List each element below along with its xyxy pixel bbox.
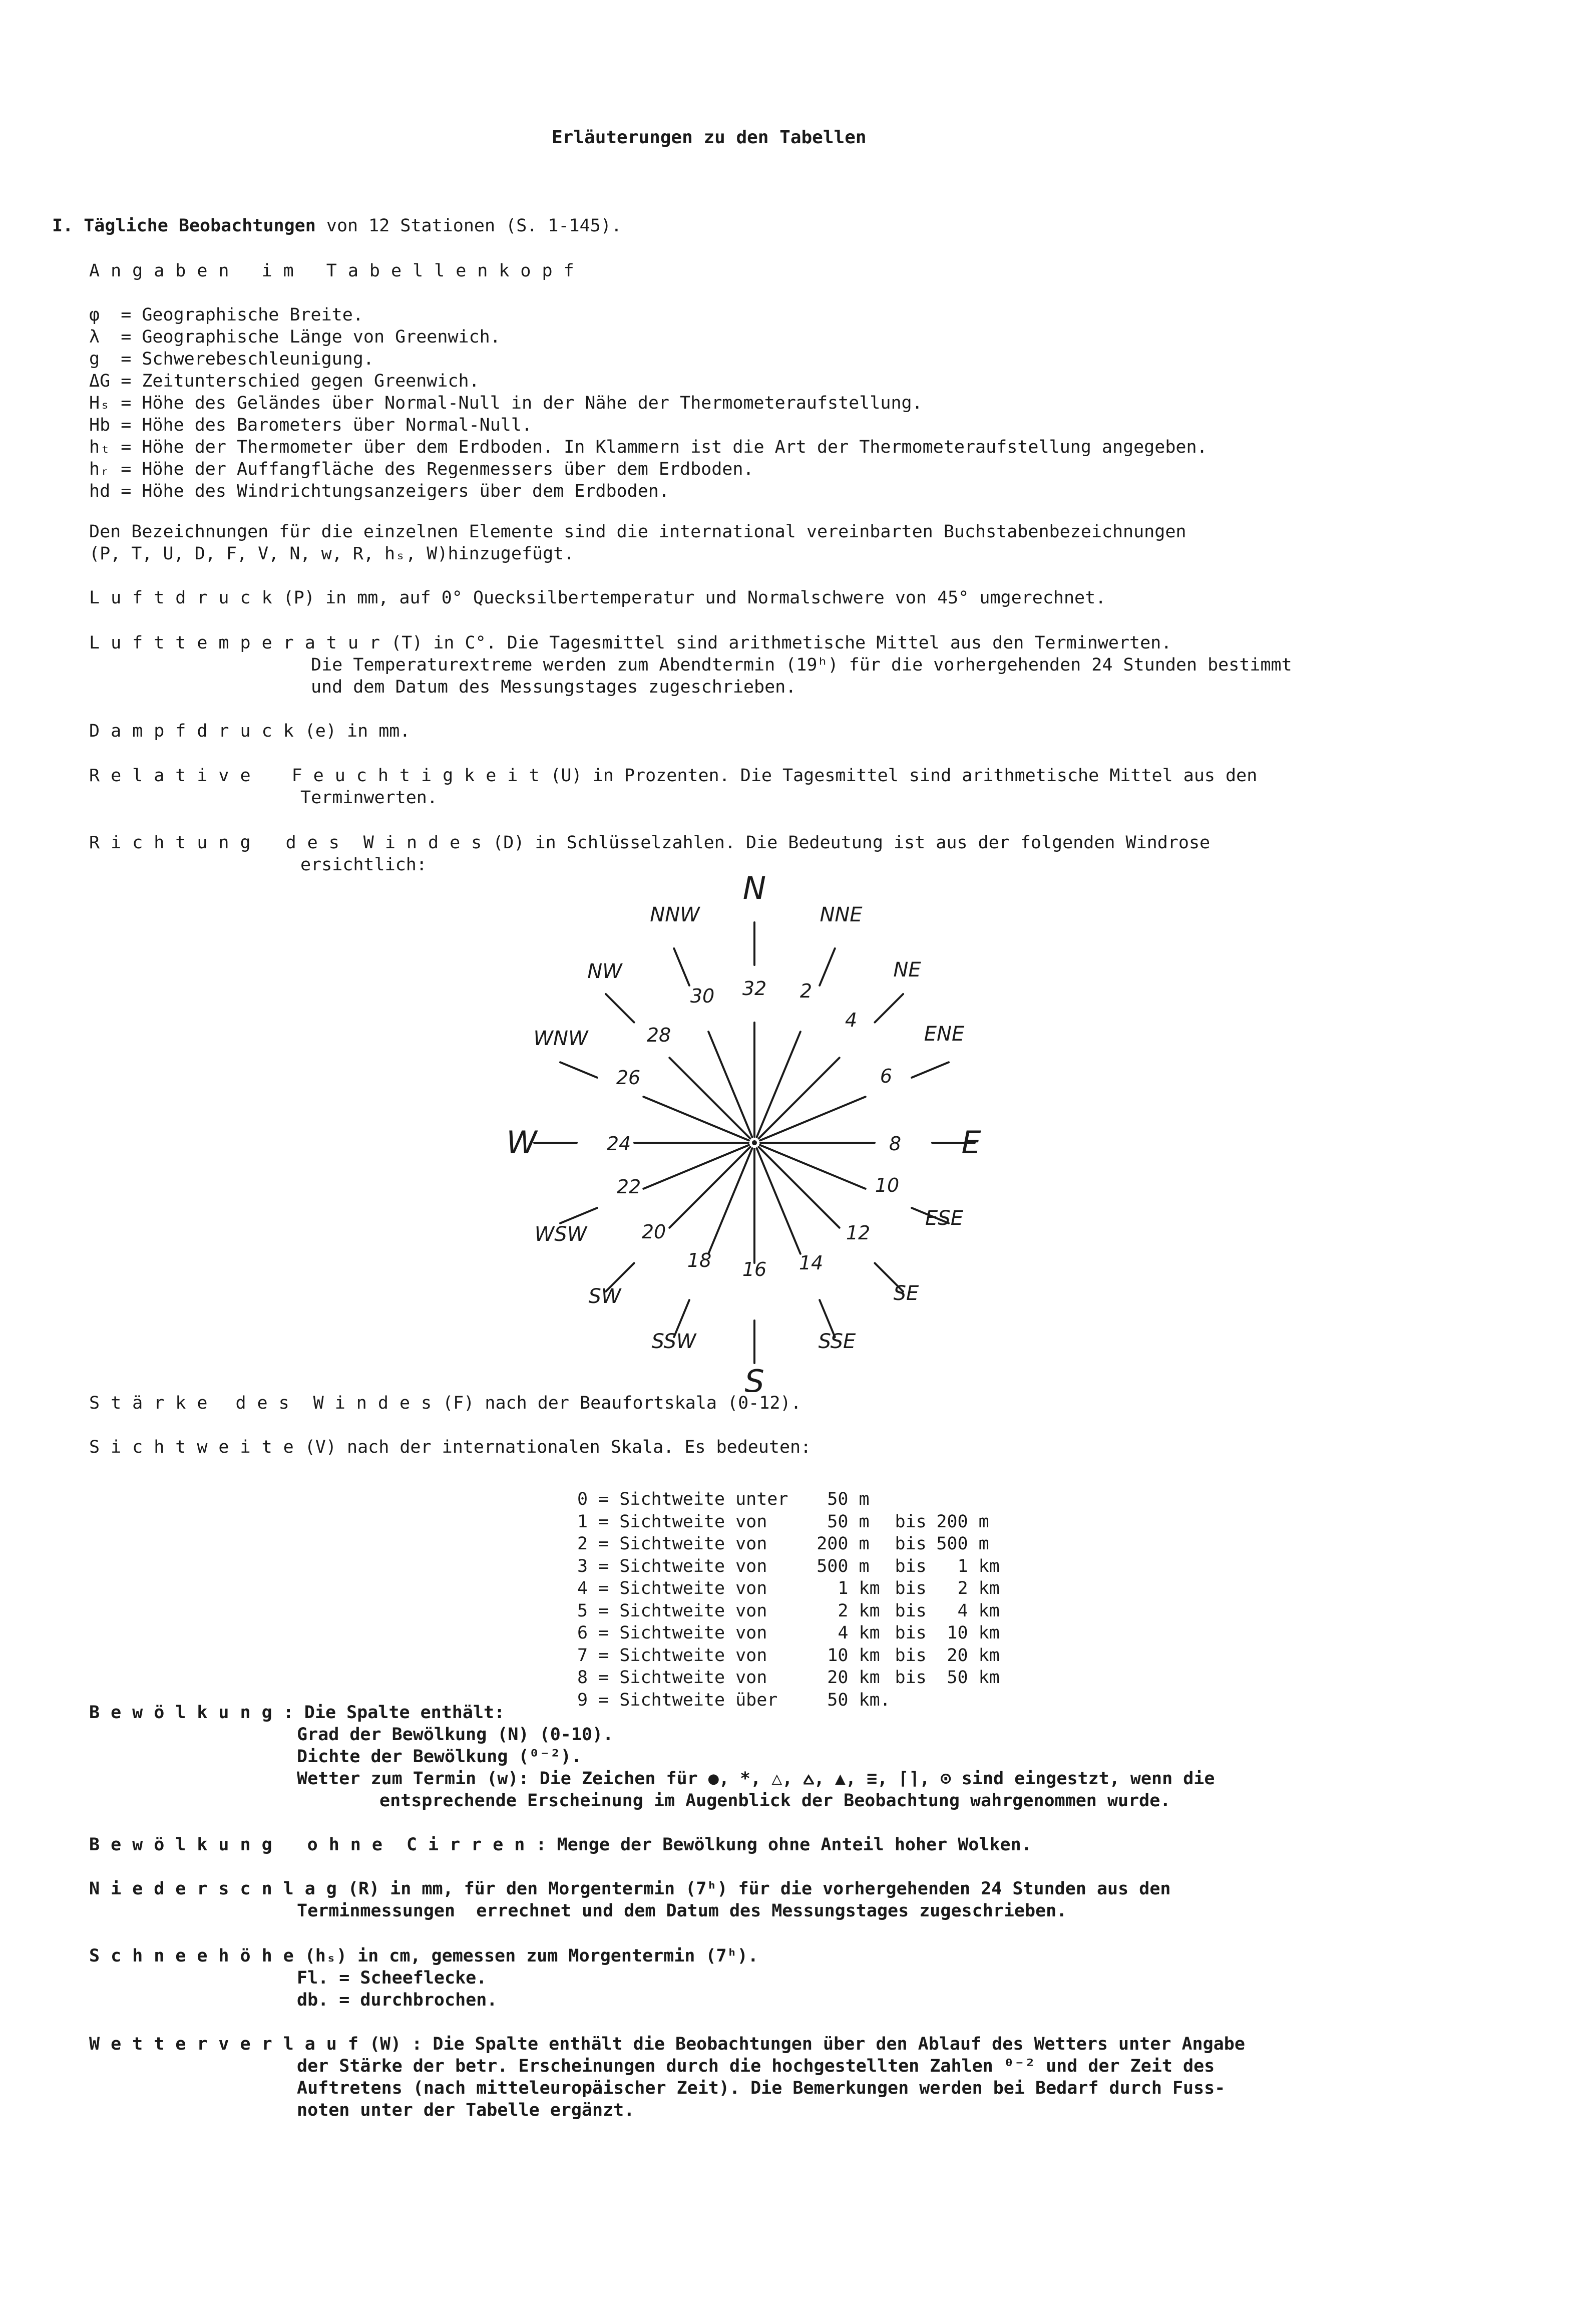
entry-text: (V) nach der internationalen Skala. Es bedeuten: (304, 1437, 812, 1457)
entry-text: (hₛ) in cm, gemessen zum Morgentermin (7ʰ). (304, 1946, 758, 1966)
entry-text: Dichte der Bewölkung (⁰⁻²). (297, 1747, 582, 1767)
rose-code-18: 18 (687, 1249, 712, 1271)
rose-label-WSW: WSW (534, 1223, 587, 1246)
definition-item: Hb = Höhe des Barometers über Normal-Null. (89, 415, 533, 435)
rose-ray (758, 1058, 839, 1138)
rose-ray (708, 1148, 752, 1254)
entry-text: Wetter zum Termin (w): Die Zeichen für ●, *, △, ⩟, ▲, ≡, ⌈⌉, ⊙ sind eingestzt, wenn die (297, 1769, 1215, 1789)
entry-text: entsprechende Erscheinung im Augenblick der Beobachtung wahrgenommen wurde. (379, 1791, 1171, 1811)
vis-from: 10 (827, 1645, 849, 1666)
vis-bis: bis (895, 1534, 927, 1554)
vis-code: 9 (577, 1690, 588, 1710)
entry-label: des (235, 1393, 300, 1413)
entry-text: Terminwerten. (300, 788, 438, 808)
table-row (577, 1488, 1000, 1511)
entry-label: Feuchtigkeit (291, 766, 551, 786)
entry-label: Bewölkung (89, 1703, 283, 1723)
entry-label: ohne (307, 1835, 393, 1855)
table-row (577, 1645, 1000, 1667)
rose-label-ENE: ENE (924, 1023, 965, 1046)
entry-label: Bewölkung (89, 1835, 283, 1855)
vis-to: 1 (957, 1556, 968, 1576)
vis-text: = Sichtweite von (598, 1645, 767, 1666)
vis-from: 1 (838, 1578, 849, 1598)
rose-ray (758, 1147, 839, 1227)
section-heading (52, 215, 622, 237)
entry-text: (D) in Schlüsselzahlen. Die Bedeutung ist aus der folgenden Windrose (493, 833, 1211, 853)
rose-label-S: S (744, 1363, 764, 1392)
definition-item: hᵣ = Höhe der Auffangfläche des Regenmessers über dem Erdboden. (89, 459, 754, 479)
section-title: Tägliche Beobachtungen (84, 216, 316, 236)
rose-ray (669, 1147, 750, 1227)
entry-text: Grad der Bewölkung (N) (0-10). (297, 1725, 614, 1745)
vis-from: 50 (827, 1511, 849, 1532)
rose-label-SSW: SSW (651, 1330, 696, 1353)
rose-label-NNW: NNW (650, 903, 700, 926)
entry-text: und dem Datum des Messungstages zugeschrieben. (311, 677, 796, 697)
entry-label: Luftdruck (89, 588, 283, 608)
rose-code-4: 4 (845, 1009, 858, 1031)
rose-label-N: N (742, 871, 766, 906)
rose-outer-mark (560, 1208, 597, 1223)
entry-text: Die Temperaturextreme werden zum Abendtermin (19ʰ) für die vorhergehenden 24 Stunden bestimmt (311, 655, 1292, 675)
table-row (577, 1667, 1000, 1689)
entry-text: (W) : Die Spalte enthält die Beobachtungen über den Ablauf des Wetters unter Angabe (369, 2034, 1245, 2054)
vis-bis: bis (895, 1668, 927, 1688)
rose-label-WNW: WNW (533, 1027, 588, 1050)
vis-from-unit: km (859, 1668, 880, 1688)
entry-text: Fl. = Scheeflecke. (297, 1968, 487, 1988)
vis-from: 4 (838, 1623, 849, 1643)
rose-code-2: 2 (800, 980, 813, 1002)
rose-label-SW: SW (588, 1285, 621, 1308)
feuchtigkeit-entry (89, 765, 1257, 787)
dampfdruck-entry (89, 720, 410, 743)
entry-text: Auftretens (nach mitteleuropäischer Zeit). Die Bemerkungen werden bei Bedarf durch Fuss- (297, 2078, 1226, 2098)
rose-outer-mark (912, 1062, 949, 1078)
vis-to: 4 (957, 1600, 968, 1621)
rose-label-W: W (506, 1124, 537, 1161)
rose-code-20: 20 (641, 1221, 666, 1243)
entry-text: db. = durchbrochen. (297, 1990, 498, 2010)
entry-label: Lufttemperatur (89, 633, 391, 653)
center-dot (752, 1140, 757, 1145)
entry-label: Stärke (89, 1393, 219, 1413)
vis-from: 50 (827, 1690, 849, 1710)
vis-to: 50 (947, 1668, 968, 1688)
vis-from-unit: km (859, 1600, 880, 1621)
vis-bis: bis (895, 1556, 927, 1576)
vis-to-unit: m (978, 1534, 989, 1554)
windrichtung-entry (89, 832, 1210, 854)
intro-text: (P, T, U, D, F, V, N, w, R, hₛ, W)hinzugefügt. (89, 544, 575, 564)
vis-bis: bis (895, 1623, 927, 1643)
rose-code-24: 24 (606, 1133, 631, 1155)
vis-from-unit: km (859, 1623, 880, 1643)
wind-rose-center (752, 1140, 757, 1145)
entry-label: Niederscnlag (89, 1879, 348, 1899)
entry-label: Cirren (406, 1835, 536, 1855)
table-row (577, 1622, 1000, 1645)
vis-bis: bis (895, 1645, 927, 1666)
rose-ray (643, 1097, 749, 1140)
vis-bis: bis (895, 1511, 927, 1532)
vis-bis (895, 1488, 935, 1511)
vis-to-unit: km (978, 1600, 1000, 1621)
rose-code-6: 6 (880, 1065, 893, 1087)
entry-text: ersichtlich: (300, 855, 427, 875)
entry-text: (U) in Prozenten. Die Tagesmittel sind arithmetische Mittel aus den (550, 766, 1258, 786)
definition-item: hₜ = Höhe der Thermometer über dem Erdboden. In Klammern ist die Art der Thermometeraufstellung angegeben. (89, 437, 1208, 457)
rose-code-8: 8 (889, 1133, 902, 1155)
schneehoehe-entry (89, 1945, 758, 1967)
vis-from: 20 (827, 1668, 849, 1688)
vis-from-unit: m (859, 1511, 870, 1532)
rose-label-NE: NE (893, 958, 921, 981)
vis-to-unit (979, 1488, 1000, 1511)
vis-text: = Sichtweite von (598, 1668, 767, 1688)
entry-text: Terminmessungen errechnet und dem Datum des Messungstages zugeschrieben. (297, 1901, 1067, 1921)
vis-bis: bis (895, 1578, 927, 1598)
vis-from: 50 (827, 1489, 849, 1509)
entry-label: Dampfdruck (89, 721, 305, 741)
vis-text: = Sichtweite von (598, 1511, 767, 1532)
vis-code: 6 (577, 1623, 588, 1643)
definition-item: hd = Höhe des Windrichtungsanzeigers über dem Erdboden. (89, 481, 669, 501)
header-heading: Angaben im Tabellenkopf (89, 261, 585, 281)
vis-text: = Sichtweite unter (598, 1489, 788, 1509)
table-row (577, 1533, 1000, 1555)
vis-to: 10 (947, 1623, 968, 1643)
entry-label: Schneehöhe (89, 1946, 305, 1966)
rose-ray (643, 1145, 749, 1189)
vis-from-unit: km. (859, 1690, 891, 1710)
entry-label: Richtung (89, 833, 262, 853)
vis-text: = Sichtweite über (598, 1690, 778, 1710)
rose-label-E: E (961, 1124, 981, 1161)
vis-to: 200 (936, 1511, 968, 1532)
table-row (577, 1511, 1000, 1533)
definition-item: λ = Geographische Länge von Greenwich. (89, 327, 501, 347)
lufttemperatur-entry (89, 632, 1171, 654)
intro-text: Den Bezeichnungen für die einzelnen Elemente sind die international vereinbarten Buchstabenbezeichnungen (89, 522, 1186, 542)
vis-from-unit: km (859, 1578, 880, 1598)
table-row (577, 1600, 1000, 1622)
entry-label: Wetterverlauf (89, 2034, 369, 2054)
vis-text: = Sichtweite von (598, 1623, 767, 1643)
table-row (577, 1689, 1000, 1712)
entry-label: des (285, 833, 350, 853)
rose-code-30: 30 (690, 985, 715, 1007)
vis-code: 1 (577, 1511, 588, 1532)
vis-bis (895, 1689, 935, 1712)
vis-from: 500 (817, 1556, 849, 1576)
vis-from: 2 (838, 1600, 849, 1621)
entry-text: (e) in mm. (304, 721, 411, 741)
vis-bis: bis (895, 1600, 927, 1621)
vis-to-unit: km (978, 1578, 1000, 1598)
rose-outer-mark (560, 1062, 597, 1078)
rose-code-22: 22 (616, 1176, 641, 1198)
rose-ray (708, 1032, 752, 1137)
vis-code: 7 (577, 1645, 588, 1666)
rose-ray (760, 1097, 866, 1140)
vis-code: 5 (577, 1600, 588, 1621)
rose-ray (757, 1032, 801, 1137)
vis-code: 8 (577, 1668, 588, 1688)
vis-to: 20 (947, 1645, 968, 1666)
rose-label-SE: SE (893, 1282, 919, 1305)
entry-text: der Stärke der betr. Erscheinungen durch die hochgestellten Zahlen ⁰⁻² und der Zeit des (297, 2056, 1215, 2076)
vis-text: = Sichtweite von (598, 1578, 767, 1598)
vis-to: 2 (957, 1578, 968, 1598)
entry-text: : Menge der Bewölkung ohne Anteil hoher Wolken. (536, 1835, 1032, 1855)
section-subtitle: von 12 Stationen (S. 1-145). (315, 216, 622, 236)
wind-rose-diagram (491, 871, 1021, 1392)
rose-outer-mark (606, 994, 634, 1023)
rose-label-NNE: NNE (820, 903, 863, 926)
entry-text: noten unter der Tabelle ergänzt. (297, 2100, 635, 2120)
vis-text: = Sichtweite von (598, 1534, 767, 1554)
vis-code: 0 (577, 1489, 588, 1509)
vis-text: = Sichtweite von (598, 1600, 767, 1621)
entry-label: Sichtweite (89, 1437, 305, 1457)
vis-from-unit: m (859, 1489, 870, 1509)
vis-to-unit (979, 1689, 1000, 1712)
rose-code-12: 12 (846, 1222, 871, 1244)
page-title: Erläuterungen zu den Tabellen (552, 127, 867, 148)
vis-to (935, 1488, 968, 1511)
rose-code-10: 10 (875, 1174, 900, 1196)
vis-from-unit: m (859, 1556, 870, 1576)
vis-to-unit: m (978, 1511, 989, 1532)
rose-ray (757, 1148, 801, 1254)
definition-item: φ = Geographische Breite. (89, 305, 363, 325)
definition-item: g = Schwerebeschleunigung. (89, 349, 374, 369)
vis-code: 2 (577, 1534, 588, 1554)
definition-item: ΔG = Zeitunterschied gegen Greenwich. (89, 371, 480, 391)
rose-outer-mark (875, 994, 903, 1023)
rose-ray (760, 1145, 866, 1189)
wetterverlauf-entry (89, 2033, 1245, 2056)
rose-outer-mark (820, 948, 835, 986)
vis-to-unit: km (978, 1668, 1000, 1688)
vis-to-unit: km (978, 1556, 1000, 1576)
windstaerke-entry (89, 1392, 802, 1415)
rose-label-SSE: SSE (818, 1330, 856, 1353)
vis-code: 4 (577, 1578, 588, 1598)
vis-text: = Sichtweite von (598, 1556, 767, 1576)
entry-label: Windes (313, 1393, 443, 1413)
rose-label-NW: NW (587, 960, 622, 983)
vis-to (935, 1689, 968, 1712)
entry-text: : Die Spalte enthält: (283, 1703, 505, 1723)
luftdruck-entry (89, 587, 1106, 609)
rose-code-16: 16 (742, 1258, 767, 1280)
vis-to-unit: km (978, 1623, 1000, 1643)
vis-from-unit: km (859, 1645, 880, 1666)
rose-code-32: 32 (742, 977, 767, 1000)
niederschlag-entry (89, 1878, 1170, 1900)
sichtweite-table (577, 1488, 1000, 1711)
rose-code-26: 26 (616, 1067, 641, 1089)
rose-code-28: 28 (646, 1024, 671, 1046)
vis-to-unit: km (978, 1645, 1000, 1666)
sichtweite-entry (89, 1436, 811, 1459)
bewoelkung-cirren-entry (89, 1834, 1032, 1856)
entry-label: Relative (89, 766, 262, 786)
bewoelkung-entry (89, 1702, 505, 1724)
rose-code-14: 14 (799, 1252, 824, 1274)
table-row (577, 1577, 1000, 1600)
vis-to: 500 (936, 1534, 968, 1554)
entry-text: (T) in C°. Die Tagesmittel sind arithmetische Mittel aus den Terminwerten. (391, 633, 1172, 653)
entry-label: Windes (363, 833, 493, 853)
rose-label-ESE: ESE (925, 1207, 963, 1230)
definition-item: Hₛ = Höhe des Geländes über Normal-Null in der Nähe der Thermometeraufstellung. (89, 393, 923, 413)
table-row (577, 1555, 1000, 1578)
rose-outer-mark (674, 948, 689, 986)
vis-from-unit: m (859, 1534, 870, 1554)
section-number: I. (52, 216, 74, 236)
rose-ray (669, 1058, 750, 1138)
entry-text: (R) in mm, für den Morgentermin (7ʰ) für die vorhergehenden 24 Stunden aus den (347, 1879, 1171, 1899)
vis-code: 3 (577, 1556, 588, 1576)
entry-text: (F) nach der Beaufortskala (0-12). (443, 1393, 802, 1413)
vis-from: 200 (817, 1534, 849, 1554)
entry-text: (P) in mm, auf 0° Quecksilbertemperatur und Normalschwere von 45° umgerechnet. (283, 588, 1106, 608)
